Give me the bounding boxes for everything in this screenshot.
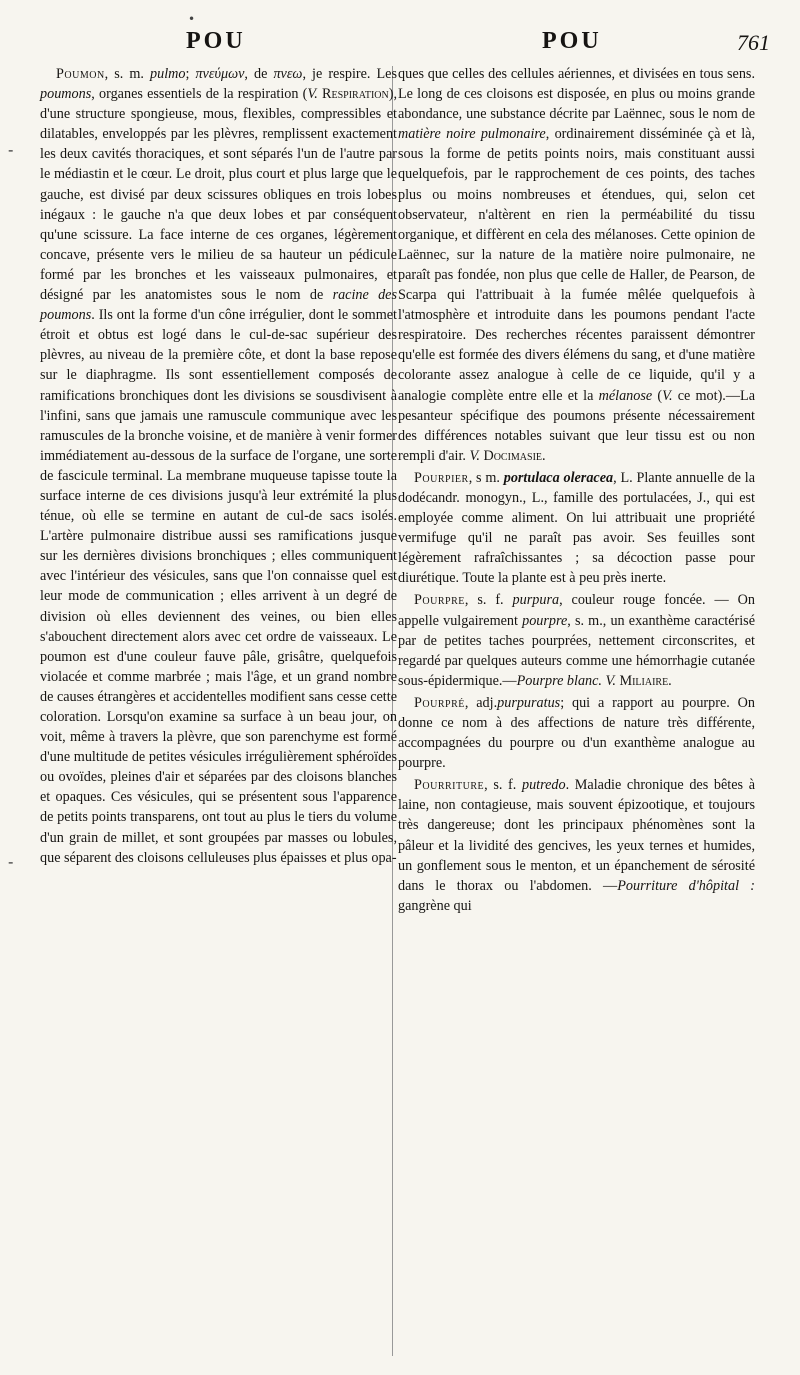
left-column <box>40 64 397 870</box>
entry-text: ( <box>652 387 663 404</box>
entry-text: ce mot).—La pesanteur spécifique des poumons présente nécessairement des différences notables suivant que leur tissu est ou non rempli d'air. <box>398 387 755 464</box>
italic-term: Pourpre blanc. <box>516 672 602 689</box>
gram: , s. f. <box>464 592 504 609</box>
greek-root: πνεω <box>273 66 303 82</box>
entry-text: . Maladie chronique des bêtes à laine, non contagieuse, mais souvent épizootique, et toujours très dangereuse; dont les principaux phénomènes sont la pâleur et la lividité des gencives, les yeux ternes et humides, un gonflement sous le menton, et un épanchement de sérosité dans le thorax ou l'abdomen. — <box>398 777 755 894</box>
gram: , adj. <box>464 694 498 711</box>
entry-text: , organes essentiels de la respiration ( <box>91 86 308 103</box>
ink-speck: • <box>188 12 196 26</box>
right-column <box>398 64 755 918</box>
cross-reference: Docimasie. <box>483 447 546 464</box>
etym-separator: , de <box>244 66 268 82</box>
page-number: 761 <box>737 30 770 55</box>
greek-term: πνεύμων <box>195 66 245 82</box>
entry-pourpier <box>398 468 755 589</box>
entry-text: , s. m., un exanthème caractérisé par de petites taches pourprées, nettement circonscrites, et regardé par quelques auteurs comme une hémorrhagie cutanée sous-épidermique.— <box>398 612 755 689</box>
entry-text: , je respire. Les <box>302 66 397 82</box>
running-head-left: POU <box>186 28 246 54</box>
cross-reference: Respiration <box>322 86 389 103</box>
headword-poumon: Poumon <box>56 66 105 82</box>
entry-text: . Ils ont la forme d'un cône irrégulier, dont le sommet étroit et obtus est logé dans le cul-de-sac supérieur des plèvres, au niveau de la première côte, et dont la base repose sur le diaphragme. Ils sont essentiellement composés de ramifications bronchiques dont les divisions se sousdivisent à l'infini, sans que jamais une ramuscule communique avec les ramuscules de la bronche voisine, et de manière à venir former immédiatement au-dessous de la surface de l'organe, une sorte de fascicule terminal. La membrane muqueuse tapisse toute la surface interne de ces divisions jusqu'à leur extrémité la plus ténue, où elle se termine en autant de cul-de sacs isolés. L'artère pulmonaire distribue aussi ses ramifications jusque sur les dernières divisions bronchiques ; elles communiquent avec l'intérieur des vésicules, sans que l'on connaisse quel est leur mode de communication ; elles arrivent à un degré de division où elles deviennent des veines, ou bien elles s'abouchent directement alors avec cet ordre de vaisseaux. Le poumon est d'une couleur fauve pâle, grisâtre, quelquefois violacée et comme marbrée ; mais l'âge, et un grand nombre de causes étrangères et accidentelles modifient sans cesse cette coloration. Lorsqu'on examine sa surface à un beau jour, on voit, même à travers la plèvre, que son parenchyme est formé d'une multitude de petites vésicules irrégulièrement sphéroïdes ou ovoïdes, pleines d'air et séparées par des cloisons blanches et opaques. Ces vésicules, qui se présentent sous l'apparence de petits points transparens, ont tout au plus le tiers du volume d'un grain de millet, et sont groupées par masses ou lobules, que séparent des cloisons celluleuses plus épaisses et plus opa- <box>40 307 397 866</box>
entry-text: , L. Plante annuelle de la dodécandr. monogyn., L., famille des portulacées, J., qui est employée comme aliment. On lui attribuait une propriété vermifuge qu'il ne paraît pas avoir. Ses feuilles sont légèrement rafraîchissantes ; sa décoction passe pour diurétique. Toute la plante est à peu près inerte. <box>398 469 755 587</box>
entry-text: gangrène qui <box>398 897 472 914</box>
italic-term: matière noire pulmonaire <box>398 126 546 143</box>
see-ref: V. <box>307 86 318 103</box>
latin-term: pulmo <box>150 66 186 82</box>
italic-term: pourpre <box>522 612 568 629</box>
headword-pourpre: Pourpre <box>414 592 465 609</box>
latin-term: purpura <box>512 592 560 609</box>
see-ref: V. <box>662 387 673 404</box>
entry-pourriture <box>398 775 755 916</box>
latin-term: portulaca oleracea <box>503 469 614 486</box>
margin-mark: - <box>8 140 14 159</box>
entry-text: ; qui a rapport au pourpre. On donne ce nom à des affections de nature très différente, accompagnées du pourpre ou d'un exanthème analogue au pourpre. <box>398 694 755 772</box>
italic-term: Pourriture d'hôpital : <box>617 877 755 894</box>
entry-text: ), d'une structure spongieuse, mous, flexibles, compressibles et dilatables, enveloppés par les plèvres, remplissent exactement les deux cavités thoraciques, et sont séparés l'un de l'autre par le médiastin et le cœur. Le droit, plus court et plus large que le gauche, est divisé par deux scissures obliques en trois lobes inégaux : le gauche n'a que deux lobes et par conséquent qu'une scissure. La face interne de ces organes, légèrement concave, présente vers le milieu de sa hauteur un pédicule formé par les bronches et les vaisseaux pulmonaires, et désigné par les anatomistes sous le nom de <box>40 86 398 304</box>
headword-pourpier: Pourpier <box>414 469 469 486</box>
running-head-right: POU <box>542 28 602 54</box>
see-ref: V. <box>605 672 616 689</box>
gram: , s. m. <box>104 66 144 82</box>
italic-term: racine des poumons <box>40 287 398 324</box>
entry-poumon: Poumon, s. m. pulmo; πνεύμων, de πνεω, je respire. Les poumons, organes essentiels de la respiration (V. Respiration), d'une structure spongieuse, mous, flexibles, compressibles et dilatables, enveloppés par les plèvres, remplissent exactement les deux cavités thoraciques, et sont séparés l'un de l'autre par le médiastin et le cœur. Le droit, plus court et plus large que le gauche, est divisé par deux scissures obliques en trois lobes inégaux : le gauche n'a que deux lobes et par conséquent qu'une scissure. La face interne de ces organes, légèrement concave, présente vers le milieu de sa hauteur un pédicule formé par les bronches et les vaisseaux pulmonaires, et désigné par les anatomistes sous le nom de racine des poumons. Ils ont la forme d'un cône irrégulier, dont le sommet étroit et obtus est logé dans le cul-de-sac supérieur des plèvres, au niveau de la première côte, et dont la base repose sur le diaphragme. Ils sont essentiellement composés de ramifications bronchiques dont les divisions se sousdivisent à l'infini, sans que jamais une ramuscule communique avec les ramuscules de la bronche voisine, et de manière à venir former immédiatement au-dessous de la surface de l'organe, une sorte de fascicule terminal. La membrane muqueuse tapisse toute la surface interne de ces divisions jusqu'à leur extrémité la plus ténue, où elle se termine en autant de cul-de sacs isolés. L'artère pulmonaire distribue aussi ses ramifications jusque sur les dernières divisions bronchiques ; elles communiquent avec l'intérieur des vésicules, sans que l'on connaisse quel est leur mode de communication ; elles arrivent à un degré de division où elles deviennent des veines, ou bien elles s'abouchent directement alors avec cet ordre de vaisseaux. Le poumon est d'une couleur fauve pâle, grisâtre, quelquefois violacée et comme marbrée ; mais l'âge, et un grand nombre de causes étrangères et accidentelles modifient sans cesse cette coloration. Lorsqu'on examine sa surface à un beau jour, on voit, même à travers la plèvre, que son parenchyme est formé d'une multitude de petites vésicules irrégulièrement sphéroïdes ou ovoïdes, pleines d'air et séparées par des cloisons blanches et opaques. Ces vésicules, qui se présentent sous l'apparence de petits points transparens, ont tout au plus le tiers du volume d'un grain de millet, et sont groupées par masses ou lobules, que séparent des cloisons celluleuses plus épaisses et plus opa- <box>40 66 398 866</box>
italic-term: mélanose <box>598 387 653 404</box>
cross-reference: Miliaire. <box>619 672 672 689</box>
gram: , s m. <box>468 469 500 486</box>
headword-pourriture: Pourriture <box>414 777 485 794</box>
see-ref: V. <box>469 447 480 464</box>
gram: , s. f. <box>484 777 517 794</box>
latin-term: purpuratus <box>497 694 561 711</box>
entry-text: , ordinairement disséminée çà et là, sous la forme de petits points noirs, mais constituant aussi quelquefois, par le rapprochement de ces points, des taches plus ou moins nombreuses et étendues, qui, selon cet observateur, n'altèrent en rien la perméabilité du tissu organique, et diffèrent en cela des mélanoses. Cette opinion de Laënnec, sur la nature de la matière noire pulmonaire, ne paraît pas fondée, non plus que celle de Haller, de Pearson, de Scarpa qui l'attribuait à la fumée mêlée quelquefois à l'atmosphère et introduite dans les poumons pendant l'acte respiratoire. Des recherches récentes paraissent démontrer qu'elle est formée des divers élémens du sang, et d'une matière colorante assez analogue à celle de ce liquide, qu'il y a analogie complète entre elle et la <box>398 126 755 404</box>
entry-poumon-continued <box>398 64 755 466</box>
headword-pourpre-adj: Pourpré <box>414 694 465 711</box>
margin-mark: - <box>8 852 14 871</box>
entry-pourpre-adj <box>398 693 755 773</box>
entry-pourpre <box>398 590 755 690</box>
entry-text: , couleur rouge foncée. — On appelle vulgairement <box>398 592 755 629</box>
latin-term: putredo <box>521 777 566 794</box>
entry-text: ques que celles des cellules aériennes, et divisées en tous sens. Le long de ces cloisons est disposée, en plus ou moins grande abondance, une substance décrite par Laënnec, sous le nom de <box>398 66 755 123</box>
italic-term: poumons <box>40 86 92 103</box>
